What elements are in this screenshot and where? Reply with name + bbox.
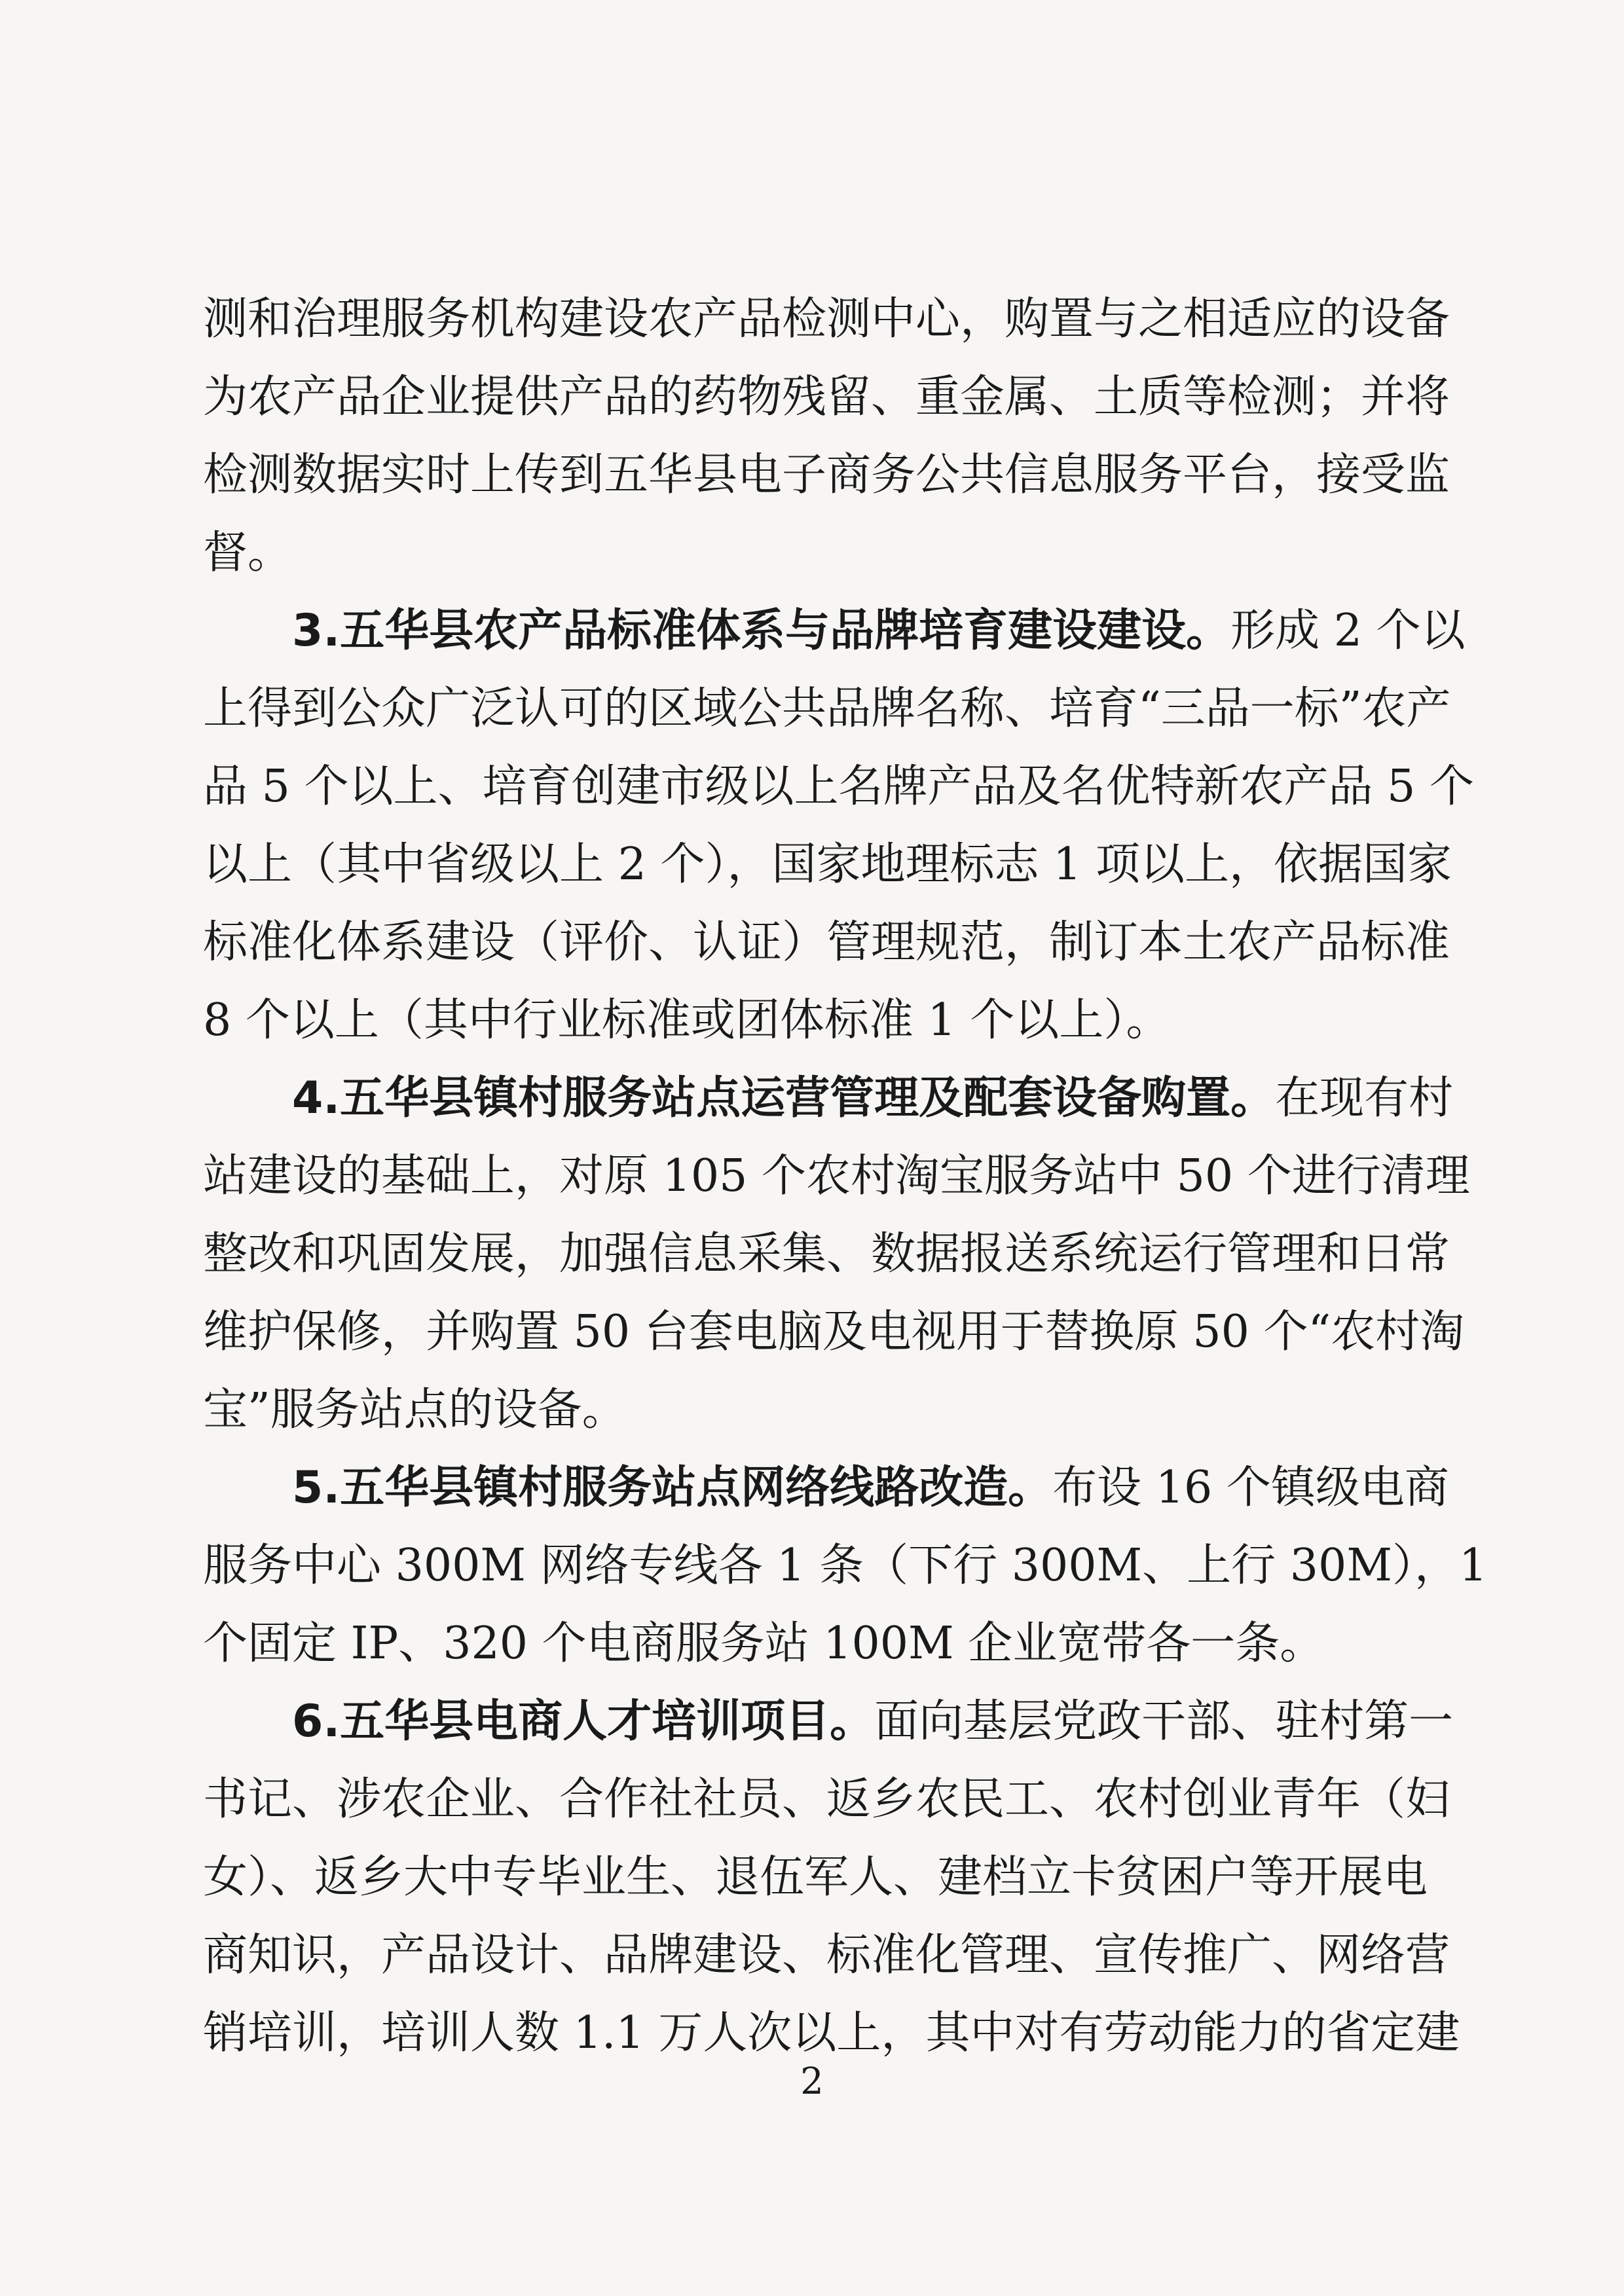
text-span: 在现有村 xyxy=(1275,1072,1454,1124)
text-line: 销培训，培训人数 1.1 万人次以上，其中对有劳动能力的省定建 xyxy=(203,2007,1460,2059)
body-text xyxy=(203,280,1488,2072)
text-span: 布设 16 个镇级电商 xyxy=(1052,1462,1449,1514)
text-line: 检测数据实时上传到五华县电子商务公共信息服务平台，接受监 xyxy=(203,449,1450,501)
item-heading: 3.五华县农产品标准体系与品牌培育建设建设。 xyxy=(292,605,1231,657)
text-line: 上得到公众广泛认可的区域公共品牌名称、培育“三品一标”农产 xyxy=(203,683,1451,735)
text-line: 商知识，产品设计、品牌建设、标准化管理、宣传推广、网络营 xyxy=(203,1929,1450,1981)
text-span: 面向基层党政干部、驻村第一 xyxy=(874,1696,1454,1747)
text-line: 标准化体系建设（评价、认证）管理规范，制订本土农产品标准 xyxy=(203,917,1450,968)
text-line: 书记、涉农企业、合作社社员、返乡农民工、农村创业青年（妇 xyxy=(203,1774,1450,1825)
text-line: 站建设的基础上，对原 105 个农村淘宝服务站中 50 个进行清理 xyxy=(203,1150,1470,1202)
paragraph-heading-line xyxy=(203,1449,1449,1527)
text-line: 测和治理服务机构建设农产品检测中心，购置与之相适应的设备 xyxy=(203,293,1450,345)
text-line: 8 个以上（其中行业标准或团体标准 1 个以上）。 xyxy=(203,994,1171,1046)
text-line: 督。 xyxy=(203,527,293,579)
text-line: 以上（其中省级以上 2 个），国家地理标志 1 项以上，依据国家 xyxy=(203,839,1452,890)
text-line: 服务中心 300M 网络专线各 1 条（下行 300M、上行 30M），1 xyxy=(203,1540,1488,1592)
item-heading: 5.五华县镇村服务站点网络线路改造。 xyxy=(292,1462,1053,1514)
page-number: 2 xyxy=(800,2060,824,2103)
item-heading: 4.五华县镇村服务站点运营管理及配套设备购置。 xyxy=(292,1072,1276,1124)
text-line: 品 5 个以上、培育创建市级以上名牌产品及名优特新农产品 5 个 xyxy=(203,761,1474,812)
text-span: 形成 2 个以 xyxy=(1230,605,1466,657)
text-line: 维护保修，并购置 50 台套电脑及电视用于替换原 50 个“农村淘 xyxy=(203,1306,1465,1358)
text-line: 整改和巩固发展，加强信息采集、数据报送系统运行管理和日常 xyxy=(203,1228,1450,1280)
paragraph-heading-line xyxy=(203,592,1466,670)
text-line: 宝”服务站点的设备。 xyxy=(203,1384,627,1436)
item-heading: 6.五华县电商人才培训项目。 xyxy=(292,1696,875,1747)
text-line: 为农产品企业提供产品的药物残留、重金属、土质等检测；并将 xyxy=(203,371,1450,423)
paragraph-heading-line xyxy=(203,1059,1454,1137)
text-line: 女）、返乡大中专毕业生、退伍军人、建档立卡贫困户等开展电 xyxy=(203,1851,1428,1903)
paragraph-heading-line xyxy=(203,1683,1454,1760)
text-line: 个固定 IP、320 个电商服务站 100M 企业宽带各一条。 xyxy=(203,1618,1325,1669)
